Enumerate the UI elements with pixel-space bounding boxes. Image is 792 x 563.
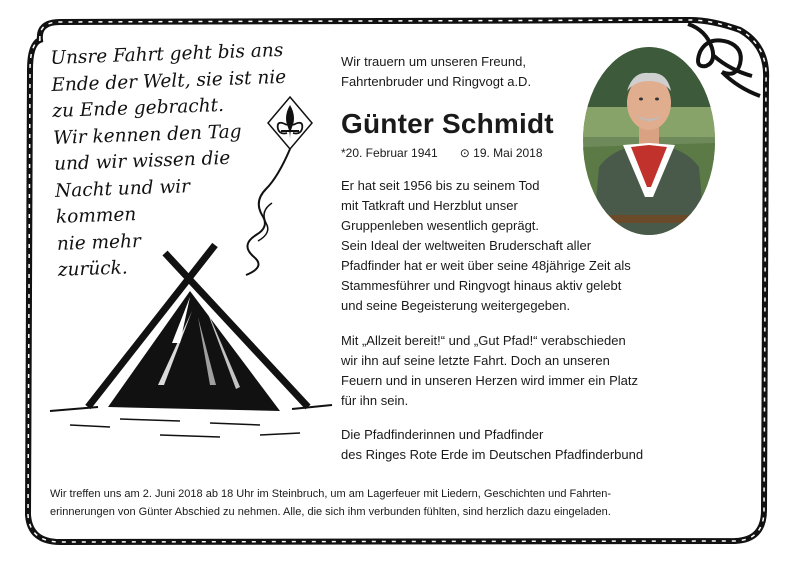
farewell-line: Feuern und in unseren Herzen wird immer ein Platz — [341, 373, 638, 388]
signature-line: Die Pfadfinderinnen und Pfadfinder — [341, 427, 544, 442]
poem-line: Wir kennen den Tag — [52, 120, 242, 149]
death-date: 19. Mai 2018 — [473, 146, 543, 160]
signature-block — [341, 425, 643, 465]
bio-line: Sein Ideal der weltweiten Bruderschaft aller — [341, 238, 592, 253]
farewell-line: für ihn sein. — [341, 393, 409, 408]
intro-text — [341, 52, 531, 92]
poem-line: kommen — [55, 204, 137, 228]
death-symbol-icon: ⊙ — [459, 146, 470, 160]
farewell-line: wir ihn auf seine letzte Fahrt. Doch an unseren — [341, 353, 610, 368]
bio-line: Pfadfinder hat er weit über seine 48jährige Zeit als — [341, 258, 631, 273]
poem-line: Unsre Fahrt geht bis ans — [50, 39, 284, 69]
gathering-invitation — [50, 485, 740, 521]
poem-line: Nacht und wir — [54, 175, 191, 202]
farewell-text — [341, 331, 638, 411]
signature-line: des Ringes Rote Erde im Deutschen Pfadfinderbund — [341, 447, 644, 462]
tent-icon — [50, 245, 332, 437]
birth-date: *20. Februar 1941 — [341, 146, 438, 160]
footer-line: Wir treffen uns am 2. Juni 2018 ab 18 Uhr im Steinbruch, um am Lagerfeuer mit Liedern, Geschichten und Fahrten- — [50, 488, 612, 500]
bio-line: mit Tatkraft und Herzblut unser — [341, 198, 518, 213]
poem-line: zu Ende gebracht. — [51, 94, 225, 122]
life-dates — [341, 146, 543, 160]
poem-line: Ende der Welt, sie ist nie — [50, 66, 287, 96]
poem-line: und wir wissen die — [53, 147, 231, 175]
poem-line: zurück. — [57, 257, 129, 281]
bio-line: und seine Begeisterung weitergegeben. — [341, 298, 571, 313]
footer-line: erinnerungen von Günter Abschied zu nehmen. Alle, die sich ihm verbunden fühlten, sind herzlich dazu eingeladen. — [50, 506, 611, 518]
biography-text — [341, 176, 631, 316]
farewell-line: Mit „Allzeit bereit!“ und „Gut Pfad!“ verabschieden — [341, 333, 626, 348]
bio-line: Gruppenleben wesentlich geprägt. — [341, 218, 540, 233]
intro-line: Fahrtenbruder und Ringvogt a.D. — [341, 74, 532, 89]
poem-line: nie mehr — [56, 230, 142, 255]
bio-line: Er hat seit 1956 bis zu seinem Tod — [341, 178, 540, 193]
deceased-name: Günter Schmidt — [341, 108, 554, 139]
bio-line: Stammesführer und Ringvogt hinaus aktiv gelebt — [341, 278, 622, 293]
fleur-de-lis-icon — [268, 97, 312, 149]
intro-line: Wir trauern um unseren Freund, — [341, 54, 526, 69]
tent-illustration — [40, 85, 340, 455]
